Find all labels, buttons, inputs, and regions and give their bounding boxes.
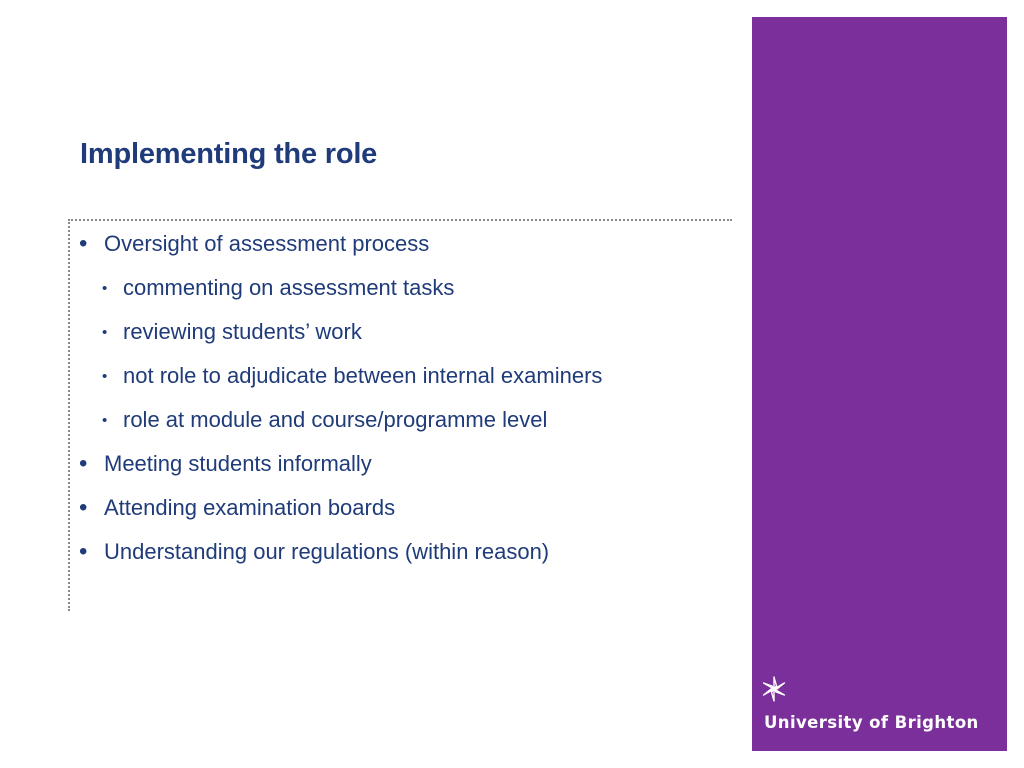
bullet-text: commenting on assessment tasks <box>123 275 455 300</box>
sub-bullet-item <box>78 274 738 318</box>
dotted-divider-vertical <box>68 219 70 611</box>
sub-bullet-item <box>78 406 738 450</box>
dotted-divider-horizontal <box>68 219 732 221</box>
bullet-text: not role to adjudicate between internal examiners <box>123 363 603 388</box>
sub-bullet-item <box>78 362 738 406</box>
slide-title: Implementing the role <box>80 138 378 170</box>
bullet-text: Attending examination boards <box>104 495 396 520</box>
bullet-marker: • <box>102 412 108 429</box>
bullet-marker: • <box>102 324 108 341</box>
star-compass-icon <box>760 675 788 703</box>
institution-name: University of Brighton <box>764 713 979 732</box>
bullet-text: role at module and course/programme level <box>123 407 548 432</box>
bullet-list <box>78 230 738 582</box>
bullet-marker: • <box>79 538 88 565</box>
brand-side-panel <box>752 17 1007 751</box>
bullet-text: reviewing students’ work <box>123 319 362 344</box>
bullet-item <box>78 230 738 274</box>
bullet-item <box>78 494 738 538</box>
bullet-text: Oversight of assessment process <box>104 231 430 256</box>
bullet-marker: • <box>79 230 88 257</box>
bullet-item <box>78 538 738 582</box>
bullet-marker: • <box>102 368 108 385</box>
sub-bullet-item <box>78 318 738 362</box>
bullet-marker: • <box>79 450 88 477</box>
bullet-marker: • <box>79 494 88 521</box>
bullet-marker: • <box>102 280 108 297</box>
bullet-item <box>78 450 738 494</box>
bullet-text: Meeting students informally <box>104 451 372 476</box>
bullet-text: Understanding our regulations (within reason) <box>104 539 550 564</box>
